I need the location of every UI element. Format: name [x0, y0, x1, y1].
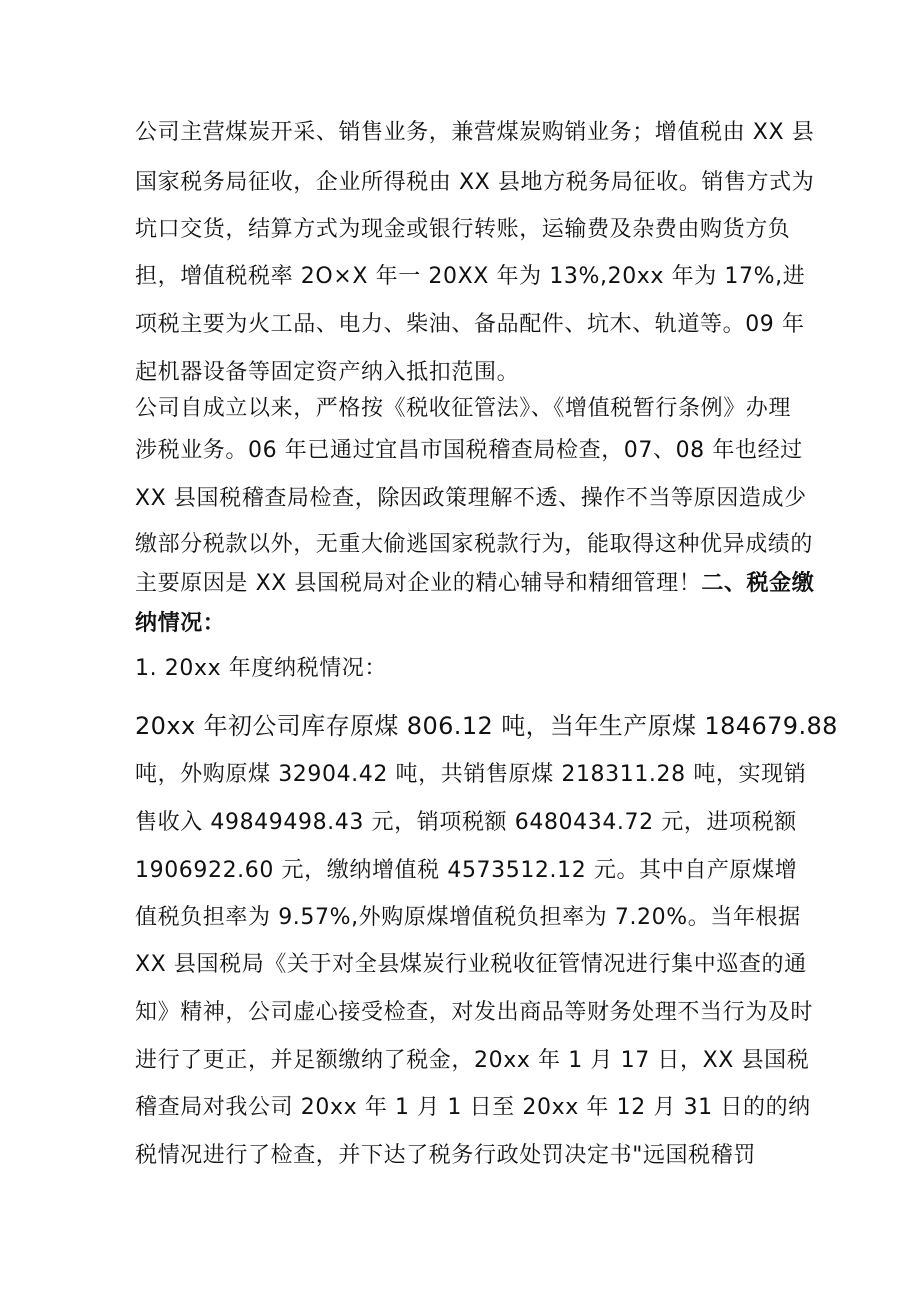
paragraph-line: 起机器设备等固定资产纳入抵扣范围。 [135, 360, 520, 385]
paragraph-line: 公司主营煤炭开采、销售业务，兼营煤炭购销业务；增值税由 XX 县 [135, 120, 815, 145]
paragraph-line: 1906922.60 元，缴纳增值税 4573512.12 元。其中自产原煤增 [135, 858, 798, 883]
paragraph-line: 售收入 49849498.43 元，销项税额 6480434.72 元，进项税额 [135, 810, 797, 835]
paragraph-line: 坑口交货，结算方式为现金或银行转账，运输费及杂费由购货方负 [135, 217, 791, 242]
paragraph-line: 缴部分税款以外，无重大偷逃国家税款行为，能取得这种优异成绩的 [135, 532, 814, 557]
paragraph-line: 20xx 年初公司库存原煤 806.12 吨，当年生产原煤 184679.88 [135, 712, 838, 740]
paragraph-line: 税情况进行了检查，并下达了税务行政处罚决定书"远国税稽罚 [135, 1143, 756, 1168]
paragraph-line: 吨，外购原煤 32904.42 吨，共销售原煤 218311.28 吨，实现销 [135, 762, 807, 787]
paragraph-line: 值税负担率为 9.57%,外购原煤增值税负担率为 7.20%。当年根据 [135, 905, 801, 930]
paragraph-line: XX 县国税局《关于对全县煤炭行业税收征管情况进行集中巡查的通 [135, 952, 807, 977]
paragraph-text: 主要原因是 XX 县国税局对企业的精心辅导和精细管理！ [135, 571, 702, 596]
section-heading: 纳情况： [135, 611, 226, 636]
paragraph-line: XX 县国税稽查局检查，除因政策理解不透、操作不当等原因造成少 [135, 486, 807, 511]
paragraph-line: 项税主要为火工品、电力、柴油、备品配件、坑木、轨道等。09 年 [135, 312, 805, 337]
section-heading-continued [135, 609, 795, 639]
section-heading: 二、税金缴 [701, 571, 815, 596]
subsection-heading: 1. 20xx 年度纳税情况： [135, 656, 388, 681]
paragraph-line: 国家税务局征收，企业所得税由 XX 县地方税务局征收。销售方式为 [135, 170, 815, 195]
paragraph-line: 涉税业务。06 年已通过宜昌市国税稽查局检查，07、08 年也经过 [135, 438, 803, 463]
paragraph-line: 公司自成立以来，严格按《税收征管法》、《增值税暂行条例》办理 [135, 396, 792, 421]
paragraph-line: 稽查局对我公司 20xx 年 1 月 1 日至 20xx 年 12 月 31 日的的纳 [135, 1095, 811, 1120]
paragraph-line: 知》精神，公司虚心接受检查，对发出商品等财务处理不当行为及时 [135, 1000, 814, 1025]
paragraph-line [135, 569, 815, 599]
paragraph-line: 进行了更正，并足额缴纳了税金，20xx 年 1 月 17 日，XX 县国税 [135, 1048, 810, 1073]
paragraph-line: 担，增值税税率 2O×X 年一 20XX 年为 13%,20xx 年为 17%,进 [135, 264, 806, 289]
